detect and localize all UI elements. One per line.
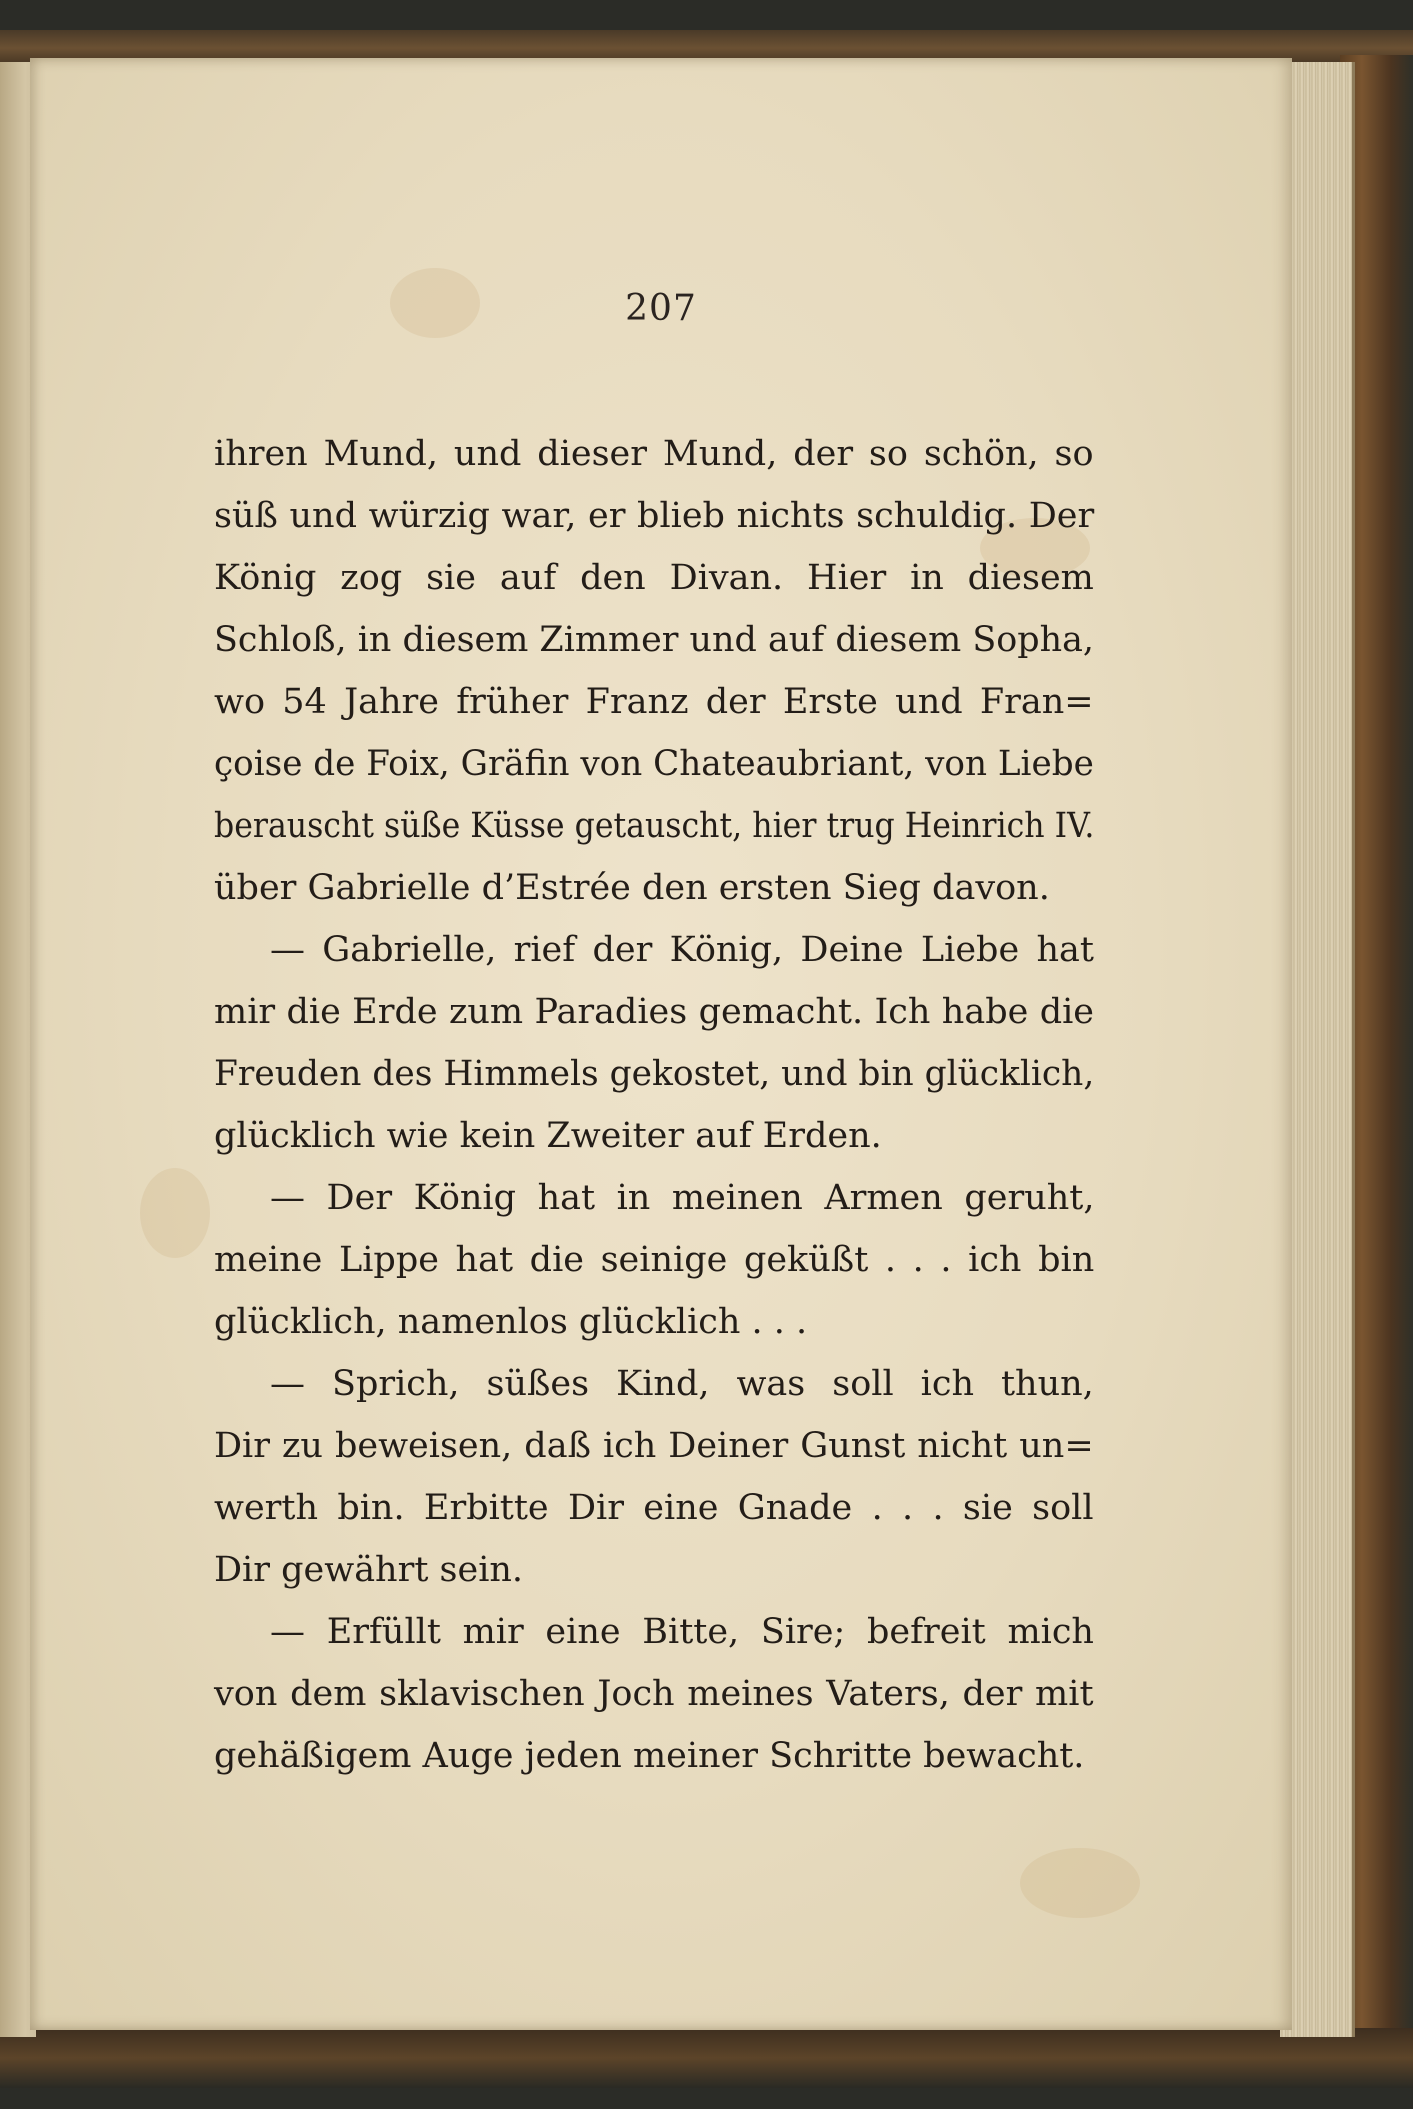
text-line: über Gabrielle d’Estrée den ersten Sieg davon.	[214, 868, 1050, 908]
text-line: — Sprich, süßes Kind, was soll ich thun,	[270, 1364, 1094, 1404]
text-line: — Gabrielle, rief der König, Deine Liebe hat	[270, 930, 1094, 970]
text-line: Dir gewährt sein.	[214, 1550, 524, 1590]
text-line: Dir zu beweisen, daß ich Deiner Gunst nicht un=	[214, 1426, 1094, 1466]
book-page	[30, 58, 1292, 2030]
text-line: Freuden des Himmels gekostet, und bin glücklich,	[214, 1054, 1095, 1094]
text-line: berauscht süße Küsse getauscht, hier trug Heinrich IV.	[214, 806, 1095, 846]
text-line: glücklich wie kein Zweiter auf Erden.	[214, 1116, 882, 1156]
text-line: Schloß, in diesem Zimmer und auf diesem Sopha,	[214, 620, 1095, 660]
text-line: König zog sie auf den Divan. Hier in diesem	[214, 558, 1094, 598]
text-line: werth bin. Erbitte Dir eine Gnade . . . sie soll	[214, 1488, 1094, 1528]
text-line: — Erfüllt mir eine Bitte, Sire; befreit mich	[270, 1612, 1094, 1652]
text-line: mir die Erde zum Paradies gemacht. Ich habe die	[214, 992, 1095, 1032]
text-line: süß und würzig war, er blieb nichts schuldig. Der	[214, 496, 1095, 536]
text-line: von dem sklavischen Joch meines Vaters, der mit	[214, 1674, 1094, 1714]
text-line: — Der König hat in meinen Armen geruht,	[270, 1178, 1095, 1218]
text-line: gehäßigem Auge jeden meiner Schritte bewacht.	[214, 1736, 1085, 1776]
text-line: wo 54 Jahre früher Franz der Erste und Fran=	[214, 682, 1094, 722]
paper-stain	[1020, 1848, 1140, 1918]
text-line: glücklich, namenlos glücklich . . .	[214, 1302, 808, 1342]
paper-stain	[140, 1168, 210, 1258]
page-number: 207	[625, 288, 697, 329]
text-line: meine Lippe hat die seinige geküßt . . . ich bin	[214, 1240, 1095, 1280]
text-line: ihren Mund, und dieser Mund, der so schön, so	[214, 434, 1094, 474]
book-cover-bottom-edge	[0, 2028, 1413, 2088]
text-line: çoise de Foix, Gräfin von Chateaubriant, von Liebe	[214, 744, 1094, 784]
